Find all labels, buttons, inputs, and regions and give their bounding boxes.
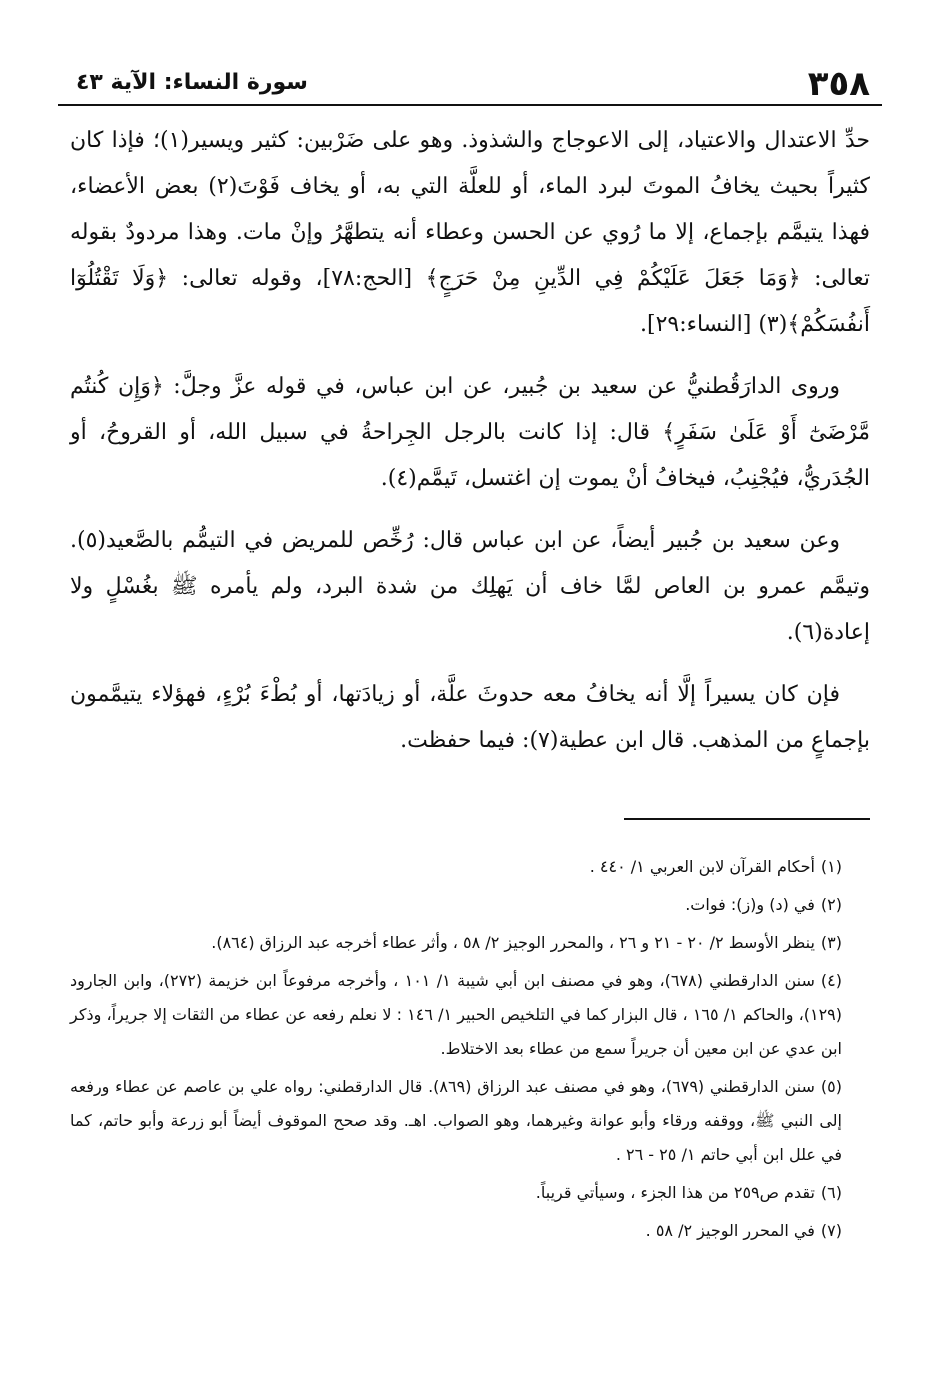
footnote [70,1176,842,1210]
main-text [70,118,870,780]
footnote-text: ينظر الأوسط ٢/ ٢٠ - ٢١ و ٢٦ ، والمحرر الوجيز ٢/ ٥٨ ، وأثر عطاء أخرجه عبد الرزاق (٨٦٤). [211,933,815,952]
footnote-text: أحكام القرآن لابن العربي ١/ ٤٤٠ . [589,857,815,876]
footnotes [70,850,842,1252]
footnote-number: (٥) [820,1077,843,1096]
paragraph: وروى الدارَقُطنيُّ عن سعيد بن جُبير، عن ابن عباس، في قوله عزَّ وجلَّ: ﴿وَإِن كُنتُم مَّرْضَىٰٓ أَوْ عَلَىٰ سَفَرٍ﴾ قال: إذا كانت بالرجل الجِراحةُ في سبيل الله، أو القروحُ، أو الجُدَريُّ، فيُجْنِبُ، فيخافُ أنْ يموت إن اغتسل، تَيمَّم(٤). [70,374,870,491]
page-number: ٣٥٨ [807,64,870,104]
paragraph: فإن كان يسيراً إلَّا أنه يخافُ معه حدوثَ علَّة، أو زيادَتها، أو بُطْءَ بُرْءٍ، فهؤلاء يتيمَّمون بإجماعٍ من المذهب. قال ابن عطية(٧): فيما حفظت. [70,682,870,753]
footnote [70,850,842,884]
footnote-text: سنن الدارقطني (٦٧٨)، وهو في مصنف ابن أبي شيبة ١/ ١٠١ ، وأخرجه مرفوعاً ابن خزيمة (٢٧٢)، وابن الجارود (١٢٩)، والحاكم ١/ ١٦٥ ، قال البزار كما في التلخيص الحبير ١/ ١٤٦ : لا نعلم رفعه عن عطاء من الثقات إلا جريراً، وذكر ابن عدي عن ابن معين أن جريراً سمع من عطاء بعد الاختلاط. [70,971,843,1058]
footnote-number: (١) [820,857,842,876]
paragraph: حدِّ الاعتدال والاعتياد، إلى الاعوجاج والشذوذ. وهو على ضَرْبين: كثير ويسير(١)؛ فإذا كان كثيراً بحيث يخافُ الموتَ لبرد الماء، أو للعلَّة التي به، أو يخاف فَوْتَ(٢) بعض الأعضاء، فهذا يتيمَّم بإجماع، إلا ما رُوي عن الحسن وعطاء أنه يتطهَّرُ وإنْ مات. وهذا مردودٌ بقوله تعالى: ﴿وَمَا جَعَلَ عَلَيْكُمْ فِي الدِّينِ مِنْ حَرَجٍ﴾ [الحج:٧٨]، وقوله تعالى: ﴿وَلَا تَقْتُلُوٓا أَنفُسَكُمْ﴾(٣) [النساء:٢٩]. [70,128,871,337]
footnote-text: في المحرر الوجيز ٢/ ٥٨ . [645,1221,815,1240]
footnote [70,1214,842,1248]
footnote-text: في (د) و(ز): فوات. [685,895,815,914]
footnote [70,964,842,1066]
footnote-separator [624,818,870,820]
page-header [58,60,882,104]
paragraph: وعن سعيد بن جُبير أيضاً، عن ابن عباس قال: رُخِّص للمريض في التيمُّم بالصَّعيد(٥). وتيمَّم عمرو بن العاص لمَّا خاف أن يَهلِك من شدة البرد، ولم يأمره ﷺ بغُسْلٍ ولا إعادة(٦). [70,528,870,645]
footnote [70,888,842,922]
header-rule [58,104,882,106]
footnote-text: سنن الدارقطني (٦٧٩)، وهو في مصنف عبد الرزاق (٨٦٩). قال الدارقطني: رواه علي بن عاصم عن عطاء ورفعه إلى النبي ﷺ، ووقفه ورقاء وأبو عوانة وغيرهما، وهو الصواب. اهـ. وقد صحح الموقوف أيضاً أبو زرعة وأبو حاتم، كما في علل ابن أبي حاتم ١/ ٢٥ - ٢٦ . [70,1077,842,1164]
footnote-number: (٦) [820,1183,842,1202]
footnote-number: (٣) [820,933,842,952]
footnote-number: (٧) [820,1221,842,1240]
footnote-number: (٢) [820,895,842,914]
footnote [70,1070,842,1172]
footnote-number: (٤) [820,971,843,990]
footnote-text: تقدم ص٢٥٩ من هذا الجزء ، وسيأتي قريباً. [535,1183,815,1202]
running-head: سورة النساء: الآية ٤٣ [76,70,308,95]
footnote [70,926,842,960]
